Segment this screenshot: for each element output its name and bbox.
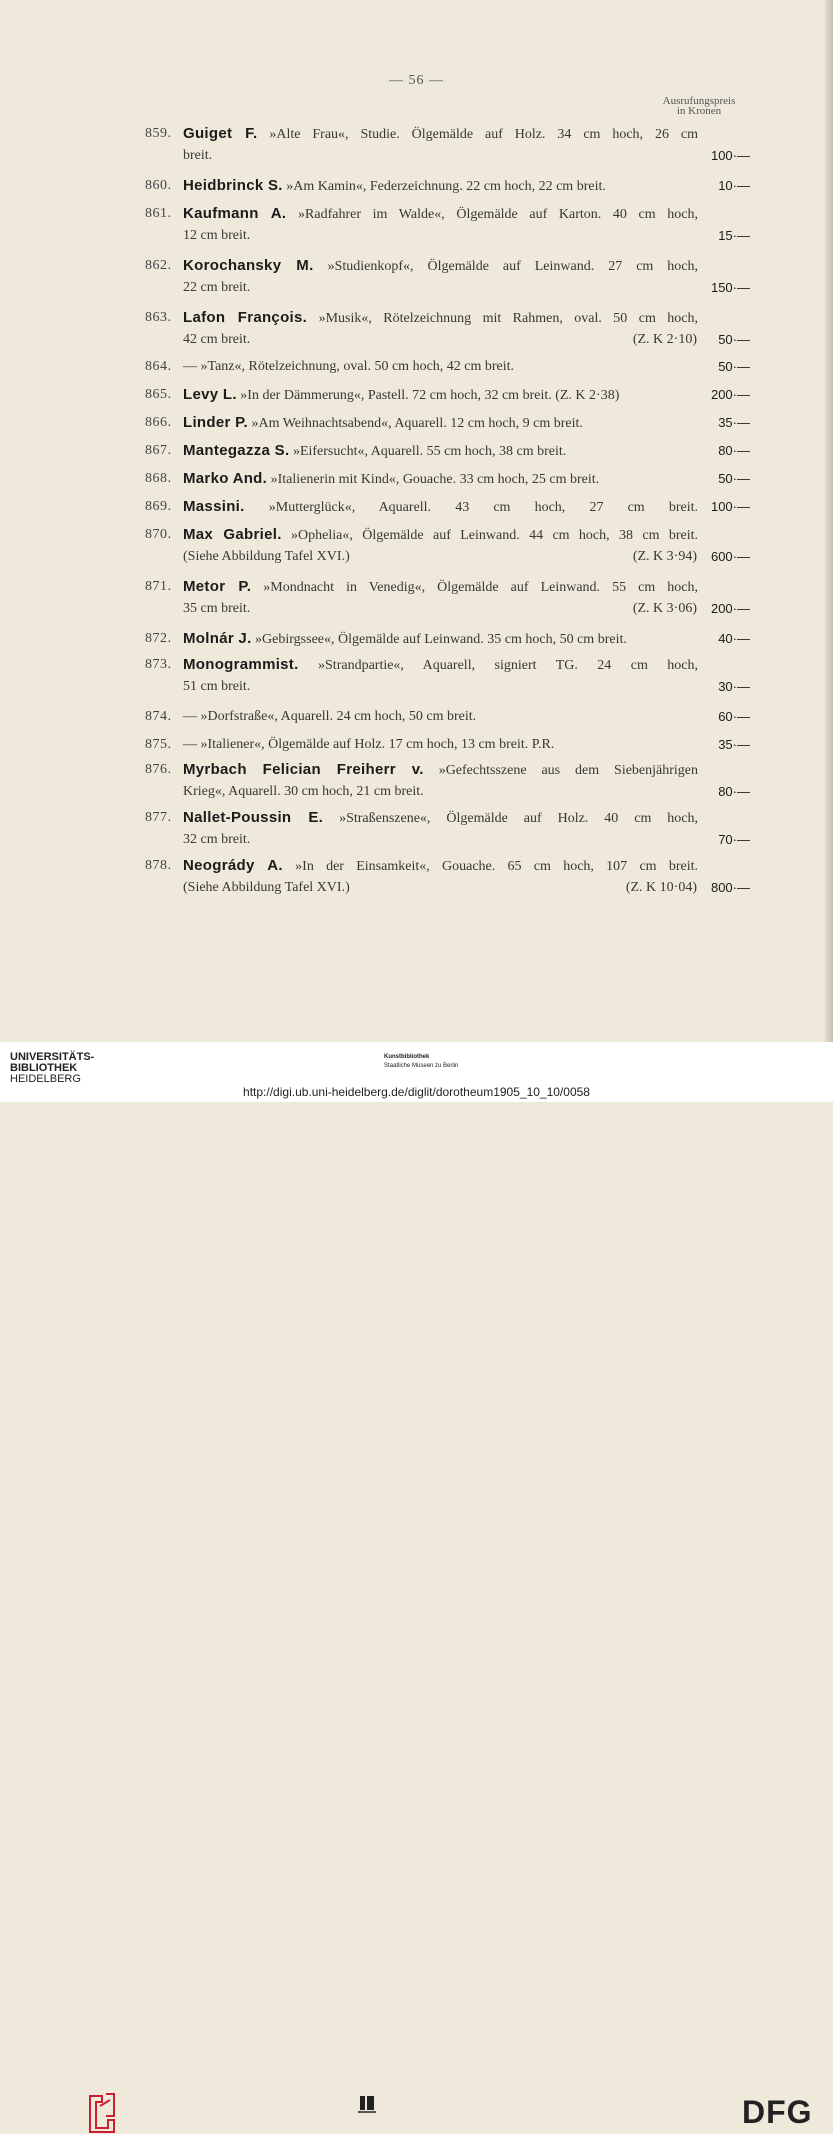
entry-description (183, 175, 698, 198)
entry-number: 871. (145, 579, 172, 594)
artist-name: Myrbach Felician Freiherr v. (183, 761, 424, 778)
entry-number: 872. (145, 631, 172, 646)
entry-description (183, 628, 698, 651)
entry-description-continued: 32 cm breit. (183, 832, 251, 847)
entry-description-continued: 42 cm breit. (183, 332, 251, 347)
artist-name: Monogrammist. (183, 656, 299, 673)
entry-description (183, 855, 698, 878)
entry-line (0, 255, 833, 277)
entry-description (183, 734, 698, 756)
entry-line (0, 123, 833, 145)
entry-number: 878. (145, 858, 172, 873)
price-column-header-line2: in Kronen (676, 105, 722, 117)
entry-number: 875. (145, 737, 172, 752)
artist-name: Guiget F. (183, 125, 258, 142)
entry-description-continued: 35 cm breit. (183, 601, 251, 616)
artist-name: Korochansky M. (183, 257, 314, 274)
entry-line (0, 706, 833, 728)
entry-description-continued: 51 cm breit. (183, 679, 251, 694)
entry-description-text: »Am Kamin«, Federzeichnung. 22 cm hoch, 22 cm breit. (286, 179, 606, 194)
entry-line (0, 734, 833, 756)
entry-line (0, 468, 833, 490)
entry-line (0, 855, 833, 877)
entry-number: 876. (145, 762, 172, 777)
entry-description-text: »Alte Frau«, Studie. Ölgemälde auf Holz. 34 cm hoch, 26 cm (269, 127, 698, 142)
entry-line (0, 781, 833, 803)
entry-line (0, 676, 833, 698)
entry-description-text: »Am Weihnachtsabend«, Aquarell. 12 cm hoch, 9 cm breit. (251, 416, 583, 431)
starting-price: 30·— (718, 679, 750, 694)
permalink-url[interactable]: http://digi.ub.uni-heidelberg.de/diglit/dorotheum1905_10_10/0058 (243, 1085, 590, 1099)
entry-number: 863. (145, 310, 172, 325)
artist-name: Neogrády A. (183, 857, 283, 874)
entry-number: 870. (145, 527, 172, 542)
entry-line (0, 225, 833, 247)
starting-price: 200·— (710, 387, 750, 402)
artist-name: Massini. (183, 498, 245, 515)
artist-name: Nallet-Poussin E. (183, 809, 324, 826)
entry-description (183, 654, 698, 677)
entry-line (0, 877, 833, 899)
starting-price: 50·— (718, 332, 750, 347)
entry-description-text: »Ophelia«, Ölgemälde auf Leinwand. 44 cm hoch, 38 cm breit. (291, 528, 699, 543)
ub-wordmark-line2: BIBLIOTHEK (10, 1062, 78, 1074)
starting-price: 800·— (710, 880, 750, 895)
starting-price: 80·— (718, 784, 750, 799)
entry-number: 866. (145, 415, 172, 430)
entry-description-text: »Mutterglück«, Aquarell. 43 cm hoch, 27 cm breit. (268, 500, 698, 515)
ub-wordmark-line1: UNIVERSITÄTS- (10, 1051, 95, 1063)
kunstbibliothek-wordmark-line1: Kunstbibliothek (384, 1054, 430, 1060)
kunstbibliothek-wordmark (384, 1053, 458, 1071)
entry-description (183, 440, 698, 463)
entry-line (0, 759, 833, 781)
entry-number: 860. (145, 178, 172, 193)
entry-number: 869. (145, 499, 172, 514)
price-column-header (644, 96, 754, 116)
entry-description (183, 203, 698, 226)
kunstbibliothek-logo-icon (356, 2094, 378, 2114)
entry-description-text: »Eifersucht«, Aquarell. 55 cm hoch, 38 cm breit. (292, 444, 567, 459)
entry-line (0, 175, 833, 197)
page-number: — 56 — (389, 73, 444, 88)
ub-heidelberg-wordmark (10, 1052, 94, 1085)
starting-price: 80·— (718, 443, 750, 458)
kunstbibliothek-wordmark-line2: Staatliche Museen zu Berlin (384, 1063, 459, 1069)
artist-name: Linder P. (183, 414, 248, 431)
artist-name: Kaufmann A. (183, 205, 287, 222)
entry-description-text: »Italienerin mit Kind«, Gouache. 33 cm hoch, 25 cm breit. (270, 472, 600, 487)
entry-description (183, 356, 698, 378)
entry-description (183, 576, 698, 599)
artist-name: Max Gabriel. (183, 526, 282, 543)
starting-price: 200·— (710, 601, 750, 616)
entry-description-text: »Straßenszene«, Ölgemälde auf Holz. 40 cm hoch, (339, 811, 698, 826)
entry-description-continued: Krieg«, Aquarell. 30 cm hoch, 21 cm breit. (183, 784, 424, 799)
entry-line (0, 654, 833, 676)
starting-price: 40·— (718, 631, 750, 646)
entry-line (0, 277, 833, 299)
entry-number: 859. (145, 126, 172, 141)
entry-line (0, 307, 833, 329)
artist-name: Levy L. (183, 386, 237, 403)
entry-description (183, 807, 698, 830)
starting-price: 70·— (718, 832, 750, 847)
starting-price: 35·— (718, 737, 750, 752)
entry-description (183, 524, 698, 547)
artist-name: Metor P. (183, 578, 252, 595)
artist-name: Mantegazza S. (183, 442, 290, 459)
ub-wordmark-line3: HEIDELBERG (10, 1073, 81, 1085)
entry-description-text: »In der Einsamkeit«, Gouache. 65 cm hoch, 107 cm breit. (295, 859, 698, 874)
starting-price: 60·— (718, 709, 750, 724)
entry-line (0, 440, 833, 462)
entry-description-text: — »Tanz«, Rötelzeichnung, oval. 50 cm hoch, 42 cm breit. (183, 359, 515, 374)
entry-description (183, 255, 698, 278)
entry-description-continued: breit. (183, 148, 213, 163)
entry-line (0, 496, 833, 518)
entry-line (0, 807, 833, 829)
starting-price: 50·— (718, 359, 750, 374)
entry-description-text: »Musik«, Rötelzeichnung mit Rahmen, oval. 50 cm hoch, (318, 311, 698, 326)
entry-description (183, 706, 698, 728)
entry-line (0, 203, 833, 225)
entry-number: 867. (145, 443, 172, 458)
entry-number: 877. (145, 810, 172, 825)
entry-line (0, 628, 833, 650)
entry-description-text: »Strandpartie«, Aquarell, signiert TG. 24 cm hoch, (318, 658, 698, 673)
entry-number: 868. (145, 471, 172, 486)
reference-price: (Z. K 3·94) (632, 549, 697, 564)
ub-heidelberg-logo-icon (86, 2092, 116, 2134)
entry-description-text: »In der Dämmerung«, Pastell. 72 cm hoch, 32 cm breit. (Z. K 2·38) (240, 388, 620, 403)
entry-description (183, 123, 698, 146)
entry-number: 861. (145, 206, 172, 221)
entry-description-text: »Mondnacht in Venedig«, Ölgemälde auf Leinwand. 55 cm hoch, (263, 580, 699, 595)
entry-line (0, 145, 833, 167)
entry-line (0, 576, 833, 598)
artist-name: Heidbrinck S. (183, 177, 283, 194)
entry-description-text: »Studienkopf«, Ölgemälde auf Leinwand. 27 cm hoch, (327, 259, 699, 274)
entry-description (183, 468, 698, 491)
entry-description (183, 496, 698, 519)
entry-description (183, 384, 698, 407)
entry-description-text: »Radfahrer im Walde«, Ölgemälde auf Karton. 40 cm hoch, (298, 207, 698, 222)
artist-name: Molnár J. (183, 630, 252, 647)
starting-price: 15·— (718, 228, 750, 243)
entry-description-text: — »Italiener«, Ölgemälde auf Holz. 17 cm hoch, 13 cm breit. P.R. (183, 737, 555, 752)
starting-price: 10·— (718, 178, 750, 193)
entry-description (183, 759, 698, 782)
entry-line (0, 829, 833, 851)
starting-price: 100·— (710, 148, 750, 163)
entry-description-text: »Gefechtsszene aus dem Siebenjährigen (438, 763, 698, 778)
entry-line (0, 524, 833, 546)
entry-line (0, 384, 833, 406)
starting-price: 100·— (710, 499, 750, 514)
scanned-page (0, 0, 833, 1042)
entry-description-continued: (Siehe Abbildung Tafel XVI.) (183, 549, 350, 564)
dfg-logo: DFG (742, 2094, 813, 2130)
starting-price: 600·— (710, 549, 750, 564)
entry-description (183, 307, 698, 330)
entry-description (183, 412, 698, 435)
reference-price: (Z. K 3·06) (632, 601, 697, 616)
entry-description-continued: (Siehe Abbildung Tafel XVI.) (183, 880, 350, 895)
reference-price: (Z. K 10·04) (625, 880, 697, 895)
entry-line (0, 329, 833, 351)
entry-line (0, 598, 833, 620)
entry-number: 864. (145, 359, 172, 374)
entry-number: 862. (145, 258, 172, 273)
starting-price: 35·— (718, 415, 750, 430)
artist-name: Lafon François. (183, 309, 308, 326)
price-column-header-line1: Ausrufungspreis (662, 95, 736, 107)
starting-price: 50·— (718, 471, 750, 486)
reference-price: (Z. K 2·10) (632, 332, 697, 347)
entry-number: 873. (145, 657, 172, 672)
entry-line (0, 546, 833, 568)
entry-number: 865. (145, 387, 172, 402)
artist-name: Marko And. (183, 470, 268, 487)
starting-price: 150·— (710, 280, 750, 295)
entry-description-continued: 12 cm breit. (183, 228, 251, 243)
entry-line (0, 356, 833, 378)
entry-number: 874. (145, 709, 172, 724)
entry-line (0, 412, 833, 434)
entry-description-text: — »Dorfstraße«, Aquarell. 24 cm hoch, 50 cm breit. (183, 709, 477, 724)
entry-description-continued: 22 cm breit. (183, 280, 251, 295)
entry-description-text: »Gebirgssee«, Ölgemälde auf Leinwand. 35 cm hoch, 50 cm breit. (255, 632, 627, 647)
